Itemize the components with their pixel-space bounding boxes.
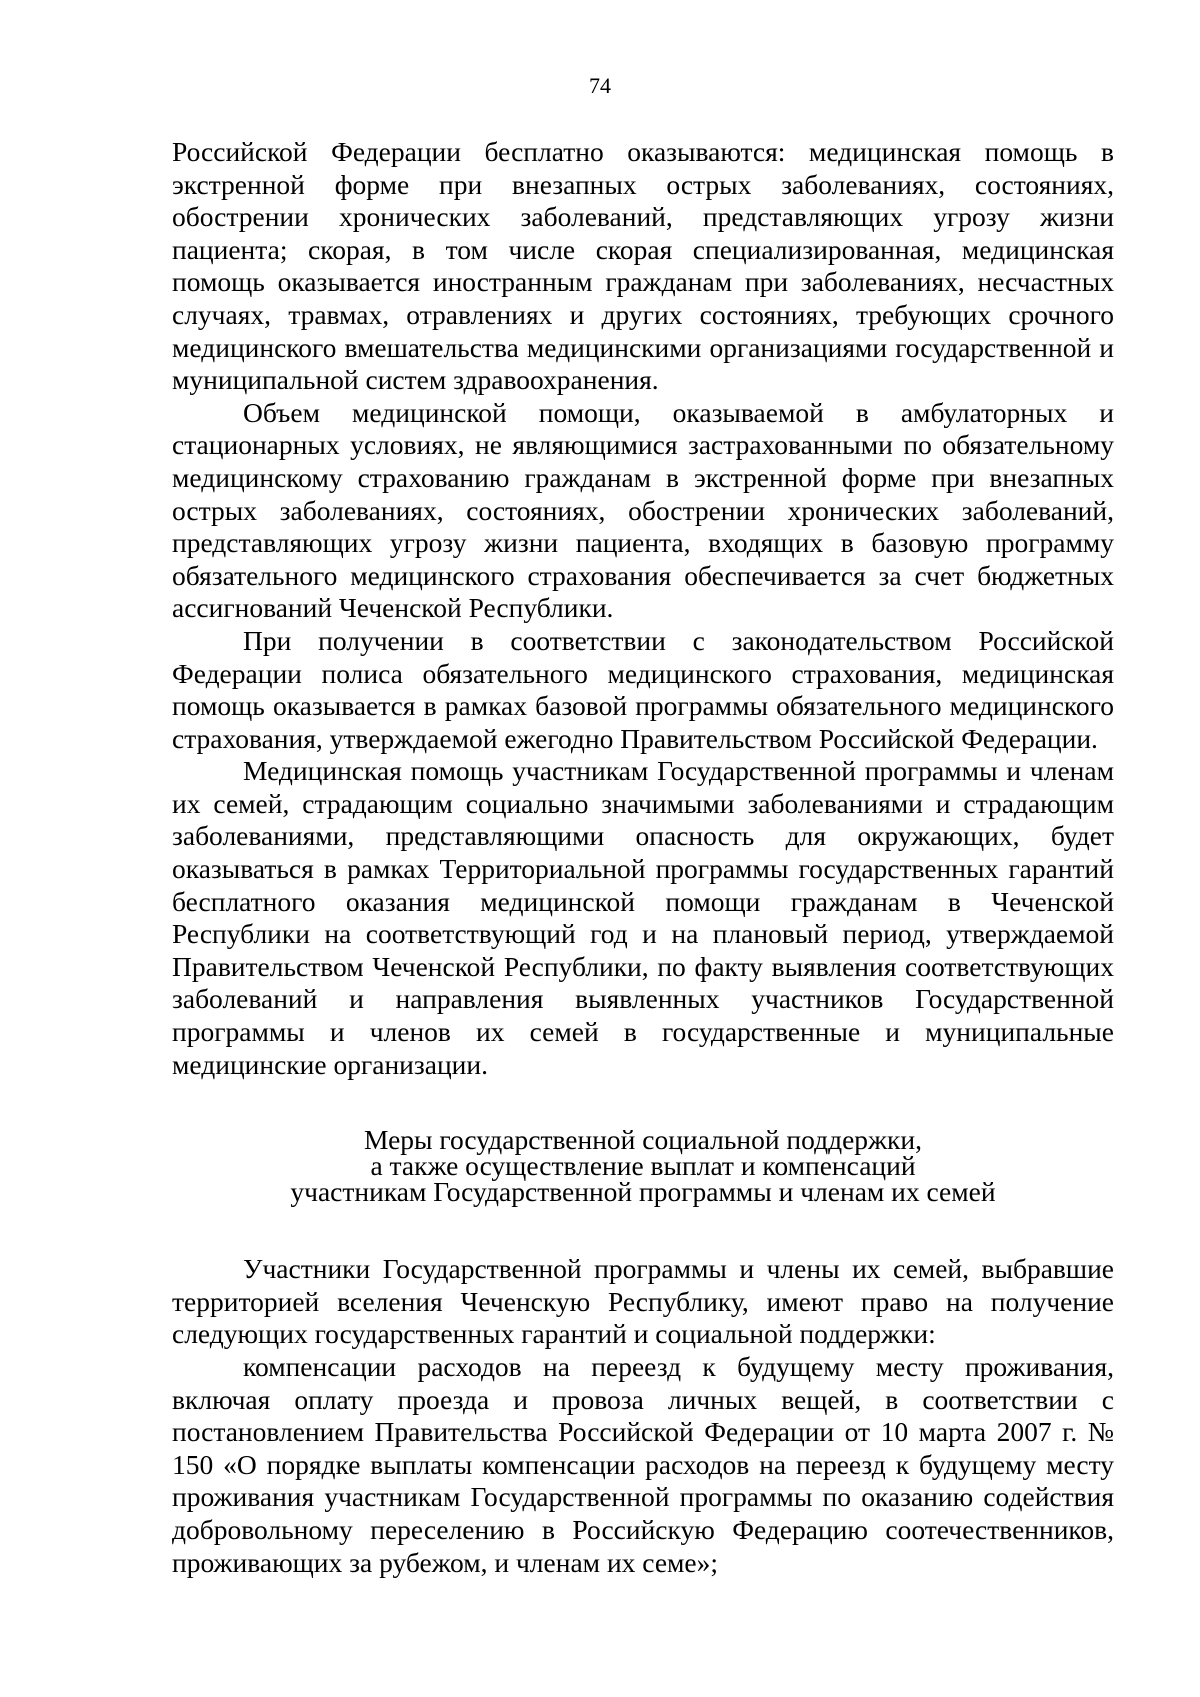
paragraph-relocation-compensation: компенсации расходов на переезд к будущему месту проживания, включая оплату проезда и провоза личных вещей, в соответствии с постановлением Правительства Российской Федерации от 10 марта 2007 г. № 150 «О порядке выплаты компенсации расходов на переезд к будущему месту проживания участникам Государственной программы по оказанию содействия добровольному переселению в Российскую Федерацию соотечественников, проживающих за рубежом, и членам их семе»; (172, 1351, 1114, 1578)
paragraph-oms-policy: При получении в соответствии с законодательством Российской Федерации полиса обязательного медицинского страхования, медицинская помощь оказывается в рамках базовой программы обязательного медицинского страхования, утверждаемой ежегодно Правительством Российской Федерации. (172, 624, 1114, 754)
paragraph-continuation: Российской Федерации бесплатно оказываются: медицинская помощь в экстренной форме при внезапных острых заболеваниях, состояниях, обострении хронических заболеваний, представляющих угрозу жизни пациента; скорая, в том числе скорая специализированная, медицинская помощь оказывается иностранным гражданам при заболеваниях, несчастных случаях, травмах, отравлениях и других состояниях, требующих срочного медицинского вмешательства медицинскими организациями государственной и муниципальной систем здравоохранения. (172, 136, 1114, 396)
paragraph-emergency-care-funding: Объем медицинской помощи, оказываемой в амбулаторных и стационарных условиях, не являющимися застрахованными по обязательному медицинскому страхованию гражданам в экстренной форме при внезапных острых заболеваниях, состояниях, обострении хронических заболеваний, представляющих угрозу жизни пациента, входящих в базовую программу обязательного медицинского страхования обеспечивается за счет бюджетных ассигнований Чеченской Республики. (172, 396, 1114, 624)
section-heading-line: участникам Государственной программы и членам их семей (290, 1176, 996, 1208)
paragraph-participants-rights: Участники Государственной программы и члены их семей, выбравшие территорией вселения Чеченскую Республику, имеют право на получение следующих государственных гарантий и социальной поддержки: (172, 1253, 1114, 1350)
paragraph-socially-significant-diseases: Медицинская помощь участникам Государственной программы и членам их семей, страдающим социально значимыми заболеваниями и страдающим заболеваниями, представляющими опасность для окружающих, будет оказываться в рамках Территориальной программы государственных гарантий бесплатного оказания медицинской помощи гражданам в Чеченской Республики на соответствующий год и на плановый период, утверждаемой Правительством Чеченской Республики, по факту выявления соответствующих заболеваний и направления выявленных участников Государственной программы и членов их семей в государственные и муниципальные медицинские организации. (172, 755, 1114, 1080)
page-number: 74 (589, 73, 611, 98)
section-heading (172, 1124, 1114, 1208)
section-heading-line: а также осуществление выплат и компенсаций (370, 1150, 916, 1182)
document-body (172, 136, 1114, 1579)
section-heading-line: Меры государственной социальной поддержки, (364, 1124, 922, 1156)
